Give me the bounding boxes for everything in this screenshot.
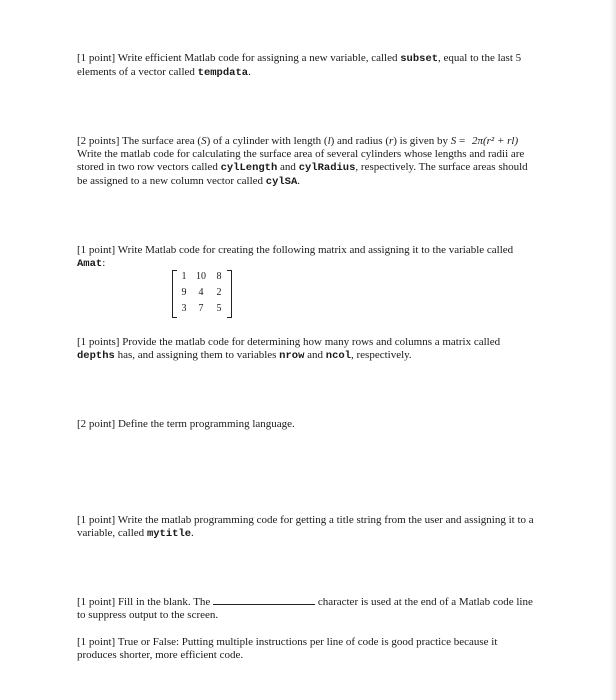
q8-text: [1 point] True or False: Putting multiple instructions per line of code is good practice because it produces shorter, more efficient code. bbox=[77, 636, 498, 661]
q1-text: [1 point] Write efficient Matlab code for assigning a new variable, called bbox=[77, 52, 401, 64]
matrix-cell: 7 bbox=[198, 303, 204, 314]
matrix-cell: 3 bbox=[181, 303, 187, 314]
q2-symbol-S: S bbox=[201, 135, 207, 147]
matrix-cell: 4 bbox=[198, 287, 204, 298]
q4-and: and bbox=[304, 349, 326, 361]
question-1 bbox=[77, 52, 537, 80]
q5-text: [2 point] Define the term programming language. bbox=[77, 418, 295, 430]
question-3 bbox=[77, 244, 537, 271]
page-edge-shadow bbox=[610, 0, 616, 700]
question-6 bbox=[77, 514, 537, 541]
matrix-cell: 2 bbox=[216, 287, 222, 298]
q2-period: . bbox=[297, 175, 301, 187]
matrix-cell: 9 bbox=[181, 287, 187, 298]
matrix-cell: 5 bbox=[216, 303, 222, 314]
question-8 bbox=[77, 636, 537, 662]
q2-symbol-S-eq: S bbox=[450, 135, 457, 147]
q4-text-2: has, and assigning them to variables bbox=[114, 349, 280, 361]
matrix-cell: 10 bbox=[196, 271, 206, 282]
question-4 bbox=[77, 336, 537, 363]
q2-text-c: ) and radius ( bbox=[330, 135, 389, 147]
q2-formula: 2π(r² + rl) bbox=[471, 135, 519, 147]
q2-symbol-r: r bbox=[388, 135, 394, 147]
q4-var-nrow: nrow bbox=[279, 350, 305, 362]
q6-period: . bbox=[191, 527, 194, 539]
q3-colon: : bbox=[102, 257, 106, 269]
q7-text: [1 point] Fill in the blank. The bbox=[77, 596, 214, 608]
q4-suffix: , respectively. bbox=[351, 349, 412, 361]
q2-text-b: ) of a cylinder with length ( bbox=[206, 135, 328, 147]
q3-text: [1 point] Write Matlab code for creating the following matrix and assigning it to the variable called bbox=[77, 244, 514, 256]
q4-text: [1 points] Provide the matlab code for determining how many rows and columns a matrix called bbox=[77, 336, 501, 348]
fill-in-blank-line[interactable] bbox=[213, 595, 315, 605]
q2-var-cylRadius: cylRadius bbox=[298, 162, 356, 174]
q2-symbol-l: l bbox=[327, 135, 331, 147]
matrix-cell: 1 bbox=[181, 271, 187, 282]
q7-text-2: character is used at the end of a Matlab code line to suppress output to the screen. bbox=[77, 596, 533, 621]
q6-var-mytitle: mytitle bbox=[146, 528, 192, 540]
q1-var-subset: subset bbox=[400, 53, 439, 65]
q4-var-depths: depths bbox=[77, 350, 115, 362]
question-5 bbox=[77, 418, 537, 431]
q2-text-e: = bbox=[456, 135, 466, 147]
question-2 bbox=[77, 135, 537, 189]
q1-period: . bbox=[248, 66, 251, 78]
q4-var-ncol: ncol bbox=[325, 350, 351, 362]
question-7 bbox=[77, 595, 537, 622]
q1-var-tempdata: tempdata bbox=[197, 67, 249, 79]
q2-text-f: Write the matlab code for calculating the surface area of several cylinders whose lengths and radii are stored in two row vectors called bbox=[77, 148, 525, 173]
q2-var-cylSA: cylSA bbox=[265, 176, 298, 188]
matrix-right-bracket bbox=[227, 270, 232, 318]
q6-text: [1 point] Write the matlab programming code for getting a title string from the user and assigning it to a variable, called bbox=[77, 514, 534, 539]
q2-and: and bbox=[277, 161, 299, 173]
amat-matrix bbox=[172, 268, 232, 318]
q3-var-Amat: Amat bbox=[77, 258, 103, 270]
q2-text-g: , respectively. The surface areas should be assigned to a new column vector called bbox=[77, 161, 528, 187]
q2-var-cylLength: cylLength bbox=[220, 162, 278, 174]
q2-text-d: ) is given by bbox=[393, 135, 451, 147]
q1-text-2: , equal to the last 5 elements of a vector called bbox=[77, 52, 522, 78]
q2-text-a: [2 points] The surface area ( bbox=[77, 135, 202, 147]
matrix-cell: 8 bbox=[216, 271, 222, 282]
